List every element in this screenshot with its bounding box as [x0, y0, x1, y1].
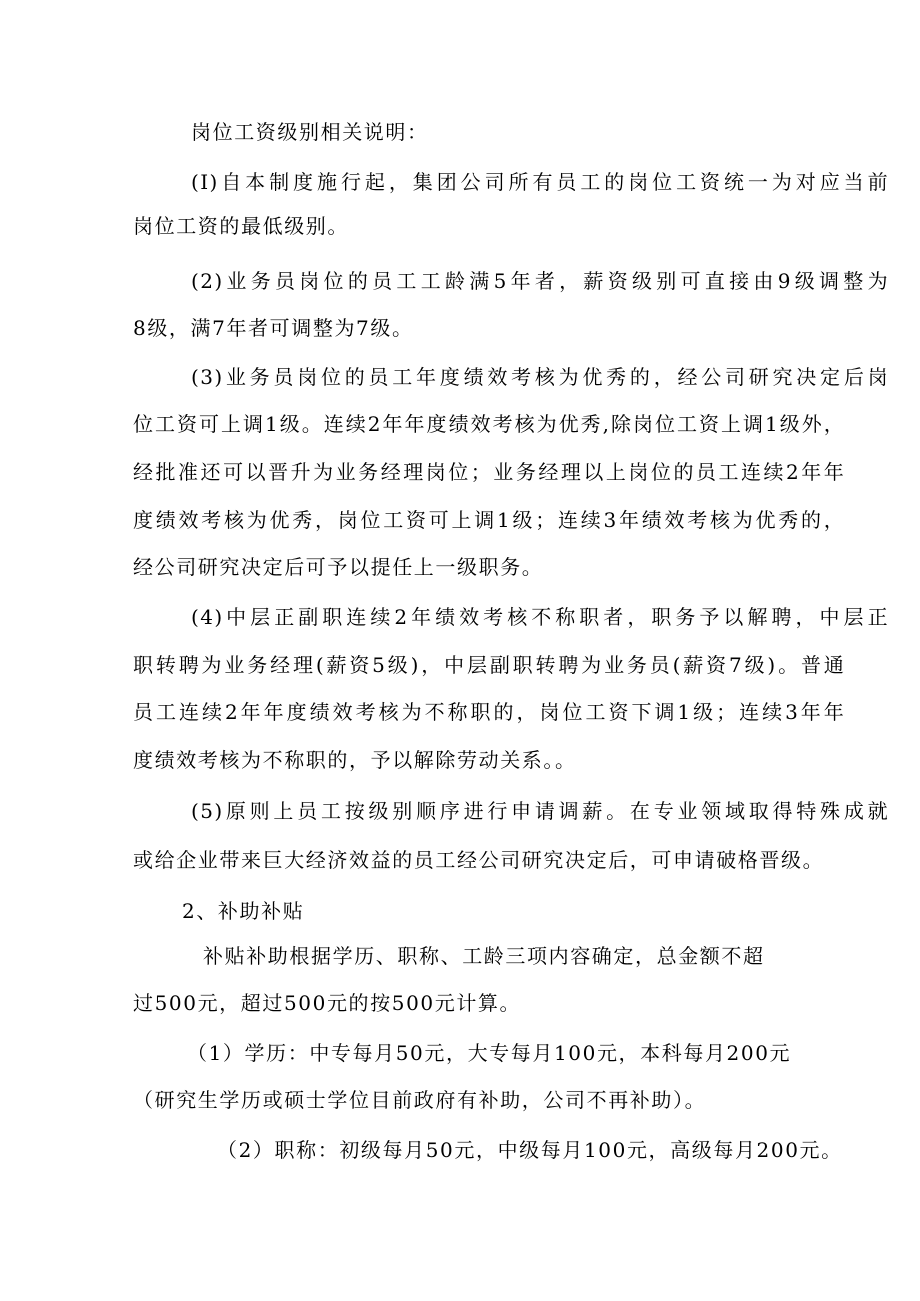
item3-line4: 度绩效考核为优秀，岗位工资可上调1级；连续3年绩效考核为优秀的， — [133, 508, 845, 532]
item3-line5: 经公司研究决定后可予以提任上一级职务。 — [133, 555, 544, 579]
item1-line2: 岗位工资的最低级别。 — [133, 214, 349, 238]
section2-heading: 2、补助补贴 — [182, 899, 305, 923]
item4-line3: 员工连续2年年度绩效考核为不称职的，岗位工资下调1级；连续3年年 — [133, 700, 845, 724]
sub1-line1: （1）学历：中专每月50元，大专每月100元，本科每月200元 — [187, 1041, 792, 1065]
item3-line3: 经批准还可以晋升为业务经理岗位；业务经理以上岗位的员工连续2年年 — [133, 460, 845, 484]
item5-line2: 或给企业带来巨大经济效益的员工经公司研究决定后，可申请破格晋级。 — [133, 848, 825, 872]
item5-line1: (5)原则上员工按级别顺序进行申请调薪。在专业领域取得特殊成就 — [191, 799, 889, 823]
sub2-line1: （2）职称：初级每月50元，中级每月100元，高级每月200元。 — [217, 1138, 843, 1162]
section2-intro-line1: 补贴补助根据学历、职称、工龄三项内容确定，总金额不超 — [203, 944, 765, 968]
item4-line4: 度绩效考核为不称职的，予以解除劳动关系。。 — [133, 748, 577, 772]
item3-line2: 位工资可上调1级。连续2年年度绩效考核为优秀,除岗位工资上调1级外， — [133, 412, 845, 436]
item4-line2: 职转聘为业务经理(薪资5级)，中层副职转聘为业务员(薪资7级)。普通 — [133, 653, 845, 677]
item1-line1: (I)自本制度施行起，集团公司所有员工的岗位工资统一为对应当前 — [191, 170, 889, 194]
item3-line1: (3)业务员岗位的员工年度绩效考核为优秀的，经公司研究决定后岗 — [191, 365, 889, 389]
section-intro: 岗位工资级别相关说明： — [191, 120, 429, 144]
section2-intro-line2: 过500元，超过500元的按500元计算。 — [133, 991, 522, 1015]
item4-line1: (4)中层正副职连续2年绩效考核不称职者，职务予以解聘，中层正 — [191, 605, 889, 629]
sub1-line2: （研究生学历或硕士学位目前政府有补助，公司不再补助）。 — [133, 1088, 707, 1112]
item2-line1: (2)业务员岗位的员工工龄满5年者，薪资级别可直接由9级调整为 — [191, 269, 889, 293]
item2-line2: 8级，满7年者可调整为7级。 — [133, 316, 414, 340]
